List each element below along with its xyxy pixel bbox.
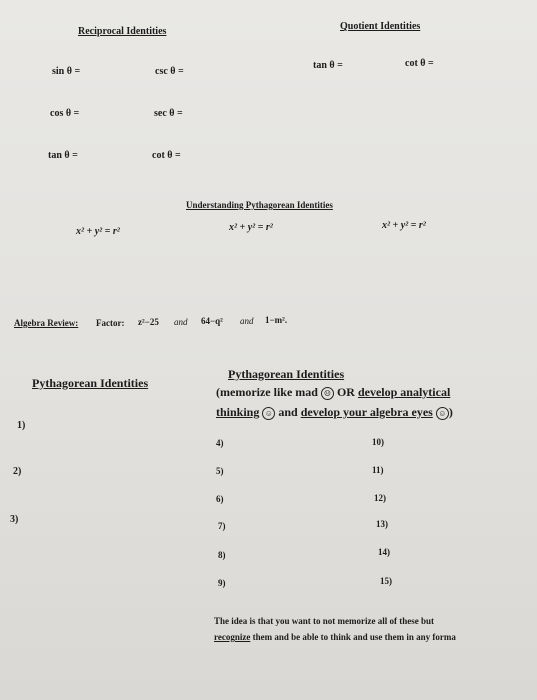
circle-equation-3: x² + y² = r²: [382, 220, 426, 231]
item-13: 13): [376, 519, 388, 529]
and-word-1: and: [174, 317, 188, 327]
note-line-2: [214, 632, 456, 642]
develop-analytical-text: develop analytical: [357, 385, 451, 399]
pythagorean-heading-right: Pythagorean Identities: [228, 367, 345, 381]
reciprocal-heading: Reciprocal Identities: [78, 26, 167, 37]
note-line-1: The idea is that you want to not memorize all of these but: [214, 616, 434, 626]
factor-expression-1: z²−25: [138, 317, 159, 327]
quotient-cot: cot θ =: [405, 58, 434, 69]
item-6: 6): [216, 494, 224, 504]
factor-expression-2: 64−q²: [201, 316, 223, 326]
thinking-line: [216, 405, 453, 420]
tan-identity: tan θ =: [48, 150, 78, 161]
happy-face-icon-2: ☺: [436, 407, 449, 420]
circle-equation-1: x² + y² = r²: [76, 226, 120, 237]
note-line-2-rest: them and be able to think and use them in any forma: [252, 632, 456, 642]
sec-identity: sec θ =: [154, 108, 183, 119]
sad-face-icon: ☹: [321, 387, 334, 400]
thinking-text: thinking: [216, 405, 260, 419]
csc-identity: csc θ =: [155, 66, 184, 77]
pythagorean-heading-left: Pythagorean Identities: [32, 376, 149, 390]
item-2: 2): [13, 466, 22, 477]
memorize-text: (memorize like mad: [216, 385, 318, 399]
circle-equation-2: x² + y² = r²: [229, 222, 273, 233]
item-12: 12): [374, 493, 386, 503]
close-paren: ): [448, 405, 453, 419]
item-5: 5): [216, 466, 224, 476]
and-text: and: [278, 405, 298, 419]
item-8: 8): [218, 550, 226, 560]
item-1: 1): [17, 420, 26, 431]
item-14: 14): [378, 547, 390, 557]
and-word-2: and: [240, 316, 254, 326]
memorize-line: [216, 385, 450, 400]
item-4: 4): [216, 438, 224, 448]
factor-expression-3: 1−m².: [265, 315, 288, 325]
item-3: 3): [10, 514, 19, 525]
algebra-eyes-text: develop your algebra eyes: [300, 405, 433, 419]
factor-label: Factor:: [96, 318, 125, 328]
cot-identity: cot θ =: [152, 150, 181, 161]
quotient-tan: tan θ =: [313, 60, 343, 71]
happy-face-icon: ☺: [262, 407, 275, 420]
or-text: OR: [336, 385, 355, 399]
recognize-text: recognize: [214, 632, 251, 642]
item-11: 11): [372, 465, 384, 475]
item-10: 10): [372, 437, 384, 447]
item-9: 9): [218, 578, 226, 588]
algebra-review-label: Algebra Review:: [14, 318, 79, 328]
item-7: 7): [218, 521, 226, 531]
understanding-heading: Understanding Pythagorean Identities: [186, 200, 333, 210]
quotient-heading: Quotient Identities: [340, 21, 421, 32]
cos-identity: cos θ =: [50, 108, 80, 119]
item-15: 15): [380, 576, 392, 586]
sin-identity: sin θ =: [52, 66, 81, 77]
